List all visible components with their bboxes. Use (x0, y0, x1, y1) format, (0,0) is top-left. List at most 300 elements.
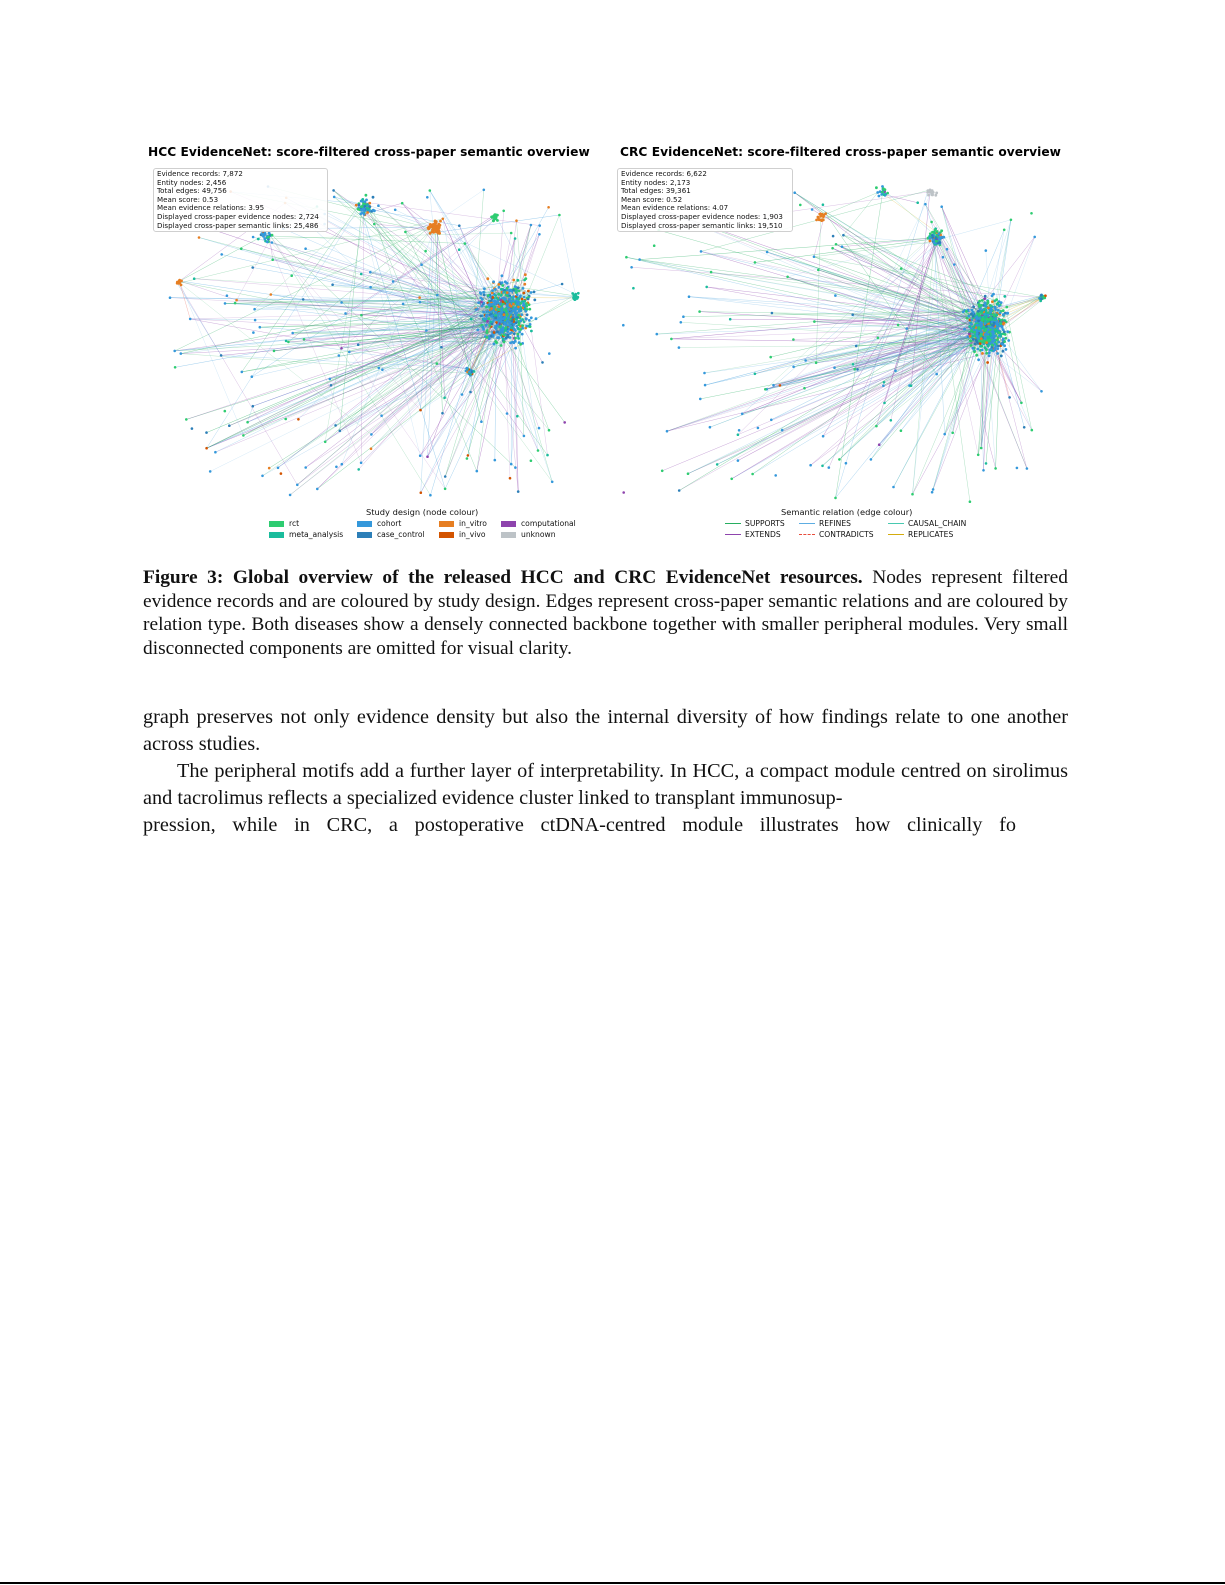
evidence-node (828, 466, 831, 469)
evidence-node (700, 250, 703, 253)
evidence-node (1040, 390, 1043, 393)
evidence-node (517, 490, 520, 493)
evidence-node (420, 263, 423, 266)
evidence-node (792, 338, 795, 341)
evidence-node (268, 232, 271, 235)
evidence-node (996, 320, 999, 323)
evidence-node (490, 307, 493, 310)
evidence-node (503, 305, 506, 308)
evidence-node (930, 193, 933, 196)
evidence-node (261, 475, 264, 478)
evidence-node (934, 229, 937, 232)
evidence-node (968, 333, 971, 336)
evidence-node (511, 319, 514, 322)
evidence-node (498, 316, 501, 319)
evidence-node (420, 491, 423, 494)
evidence-node (995, 298, 998, 301)
evidence-node (710, 271, 713, 274)
legend-label: computational (521, 519, 576, 528)
evidence-node (515, 219, 518, 222)
evidence-node (268, 467, 271, 470)
evidence-node (528, 308, 531, 311)
evidence-node (368, 202, 371, 205)
evidence-node (817, 269, 820, 272)
evidence-node (512, 295, 515, 298)
evidence-node (512, 279, 515, 282)
evidence-node (209, 470, 212, 473)
evidence-node (991, 300, 994, 303)
evidence-node (976, 332, 979, 335)
evidence-node (438, 230, 441, 233)
evidence-node (998, 325, 1001, 328)
evidence-node (996, 303, 999, 306)
evidence-node (804, 359, 807, 362)
evidence-node (514, 466, 517, 469)
evidence-node (1033, 236, 1036, 239)
evidence-node (518, 290, 521, 293)
stat-line: Mean score: 0.52 (621, 194, 683, 204)
evidence-node (254, 319, 257, 322)
evidence-node (512, 300, 515, 303)
stat-line: Entity nodes: 2,173 (621, 177, 691, 187)
evidence-node (638, 258, 641, 261)
evidence-node (977, 454, 980, 457)
evidence-node (357, 468, 360, 471)
evidence-node (981, 352, 984, 355)
evidence-node (466, 457, 469, 460)
evidence-node (577, 292, 580, 295)
evidence-node (442, 218, 445, 221)
evidence-node (819, 215, 822, 218)
evidence-node (1031, 429, 1034, 432)
evidence-node (931, 491, 934, 494)
evidence-node (513, 323, 516, 326)
evidence-node (813, 320, 816, 323)
evidence-node (841, 245, 844, 248)
evidence-node (1023, 426, 1026, 429)
evidence-node (524, 273, 527, 276)
evidence-node (978, 327, 981, 330)
evidence-node (521, 298, 524, 301)
evidence-node (178, 279, 181, 282)
evidence-node (521, 324, 524, 327)
evidence-node (1010, 219, 1013, 222)
evidence-node (883, 193, 886, 196)
evidence-node (510, 232, 513, 235)
evidence-node (480, 420, 483, 423)
evidence-node (997, 345, 1000, 348)
evidence-node (781, 429, 784, 432)
evidence-node (361, 198, 364, 201)
evidence-node (538, 427, 541, 430)
evidence-node (267, 236, 270, 239)
evidence-node (271, 234, 274, 237)
evidence-node (935, 373, 938, 376)
evidence-node (978, 317, 981, 320)
evidence-node (820, 219, 823, 222)
evidence-node (653, 244, 656, 247)
evidence-node (505, 300, 508, 303)
evidence-node (493, 331, 496, 334)
evidence-node (285, 340, 288, 343)
evidence-node (280, 472, 283, 475)
evidence-node (464, 242, 467, 245)
evidence-node (246, 421, 249, 424)
swatch (439, 532, 454, 538)
evidence-node (838, 458, 841, 461)
evidence-node (341, 463, 344, 466)
evidence-node (989, 304, 992, 307)
evidence-node (401, 202, 404, 205)
evidence-node (699, 398, 702, 401)
evidence-node (927, 190, 930, 193)
stat-line: Mean evidence relations: 3.95 (157, 203, 265, 213)
evidence-node (435, 230, 438, 233)
evidence-node (502, 210, 505, 213)
evidence-node (503, 313, 506, 316)
evidence-node (979, 345, 982, 348)
evidence-node (380, 414, 383, 417)
legend-label: CONTRADICTS (819, 530, 874, 539)
evidence-node (1002, 313, 1005, 316)
stat-line: Total edges: 39,361 (621, 186, 691, 196)
evidence-node (394, 209, 397, 212)
evidence-node (277, 467, 280, 470)
evidence-node (490, 335, 493, 338)
evidence-node (1004, 337, 1007, 340)
evidence-node (483, 189, 486, 192)
evidence-node (316, 488, 319, 491)
evidence-node (538, 233, 541, 236)
evidence-node (372, 196, 375, 199)
semantic-edge (710, 315, 1004, 427)
evidence-node (519, 343, 522, 346)
evidence-node (551, 481, 554, 484)
evidence-node (969, 500, 972, 503)
evidence-node (514, 347, 517, 350)
evidence-node (424, 250, 427, 253)
semantic-edge (268, 242, 361, 463)
evidence-node (331, 283, 334, 286)
evidence-node (521, 333, 524, 336)
evidence-node (441, 412, 444, 415)
evidence-node (344, 312, 347, 315)
evidence-node (813, 255, 816, 258)
semantic-edge (667, 333, 979, 431)
crc-stats-box (617, 168, 793, 232)
evidence-node (491, 323, 494, 326)
evidence-node (994, 346, 997, 349)
evidence-node (751, 473, 754, 476)
semantic-edge (821, 193, 878, 217)
swatch (439, 521, 454, 527)
evidence-node (971, 309, 974, 312)
evidence-node (792, 366, 795, 369)
evidence-node (494, 217, 497, 220)
evidence-node (698, 310, 701, 313)
edge-legend-title: Semantic relation (edge colour) (781, 507, 913, 517)
evidence-node (524, 277, 527, 280)
evidence-node (482, 291, 485, 294)
evidence-node (440, 346, 443, 349)
evidence-node (488, 338, 491, 341)
evidence-node (486, 331, 489, 334)
swatch (357, 532, 372, 538)
evidence-node (979, 342, 982, 345)
evidence-node (1003, 229, 1006, 232)
evidence-node (832, 235, 835, 238)
evidence-node (516, 415, 519, 418)
evidence-node (497, 293, 500, 296)
evidence-node (823, 214, 826, 217)
swatch (269, 532, 284, 538)
evidence-node (377, 204, 380, 207)
evidence-node (495, 297, 498, 300)
evidence-node (494, 294, 497, 297)
evidence-node (497, 283, 500, 286)
evidence-node (793, 191, 796, 194)
evidence-node (993, 322, 996, 325)
evidence-node (224, 410, 227, 413)
evidence-node (499, 303, 502, 306)
evidence-node (503, 334, 506, 337)
evidence-node (1003, 340, 1006, 343)
evidence-node (1002, 350, 1005, 353)
evidence-node (754, 261, 757, 264)
evidence-node (491, 303, 494, 306)
evidence-node (330, 384, 333, 387)
evidence-node (987, 345, 990, 348)
evidence-node (977, 310, 980, 313)
evidence-node (491, 289, 494, 292)
evidence-node (911, 493, 914, 496)
evidence-node (980, 337, 983, 340)
evidence-node (886, 192, 889, 195)
evidence-node (985, 352, 988, 355)
evidence-node (335, 466, 338, 469)
caption-title: Global overview of the released HCC and CRC EvidenceNet resources. (232, 567, 863, 588)
hcc-panel-title: HCC EvidenceNet: score-filtered cross-paper semantic overview (148, 145, 590, 159)
semantic-edge (498, 323, 552, 482)
evidence-node (483, 317, 486, 320)
evidence-node (502, 326, 505, 329)
evidence-node (519, 294, 522, 297)
evidence-node (490, 315, 493, 318)
evidence-node (870, 458, 873, 461)
evidence-node (972, 305, 975, 308)
legend-label: rct (289, 519, 300, 528)
semantic-edge (207, 303, 498, 449)
line-swatch (725, 534, 741, 535)
evidence-node (511, 316, 514, 319)
evidence-node (302, 298, 305, 301)
evidence-node (242, 434, 245, 437)
evidence-node (831, 247, 834, 250)
evidence-node (510, 327, 513, 330)
evidence-node (558, 214, 561, 217)
evidence-node (666, 430, 669, 433)
evidence-node (821, 465, 824, 468)
evidence-node (572, 294, 575, 297)
line-swatch (725, 523, 741, 524)
caption-label: Figure 3: (143, 567, 224, 588)
evidence-node (436, 362, 439, 365)
evidence-node (439, 220, 442, 223)
legend-label: unknown (521, 530, 556, 539)
evidence-node (297, 418, 300, 421)
evidence-node (481, 307, 484, 310)
body-paragraph: graph preserves not only evidence density but also the internal diversity of how findings relate to one another across studies. (143, 706, 1068, 755)
evidence-node (730, 478, 733, 481)
evidence-node (981, 349, 984, 352)
evidence-node (983, 327, 986, 330)
evidence-node (517, 337, 520, 340)
evidence-node (938, 232, 941, 235)
evidence-node (360, 462, 363, 465)
evidence-node (522, 292, 525, 295)
evidence-node (363, 200, 366, 203)
evidence-node (495, 312, 498, 315)
evidence-node (525, 305, 528, 308)
evidence-node (205, 431, 208, 434)
evidence-node (992, 332, 995, 335)
evidence-node (680, 321, 683, 324)
evidence-node (935, 237, 938, 240)
evidence-node (1007, 339, 1010, 342)
evidence-node (535, 317, 538, 320)
evidence-node (998, 331, 1001, 334)
evidence-node (1008, 396, 1011, 399)
legend-label: cohort (377, 519, 402, 528)
evidence-node (514, 340, 517, 343)
evidence-node (1006, 312, 1009, 315)
evidence-node (434, 223, 437, 226)
evidence-node (530, 459, 533, 462)
evidence-node (508, 312, 511, 315)
evidence-node (475, 308, 478, 311)
evidence-node (363, 207, 366, 210)
evidence-node (934, 194, 937, 197)
evidence-node (892, 486, 895, 489)
evidence-node (932, 488, 935, 491)
evidence-node (498, 286, 501, 289)
evidence-node (367, 208, 370, 211)
evidence-node (985, 341, 988, 344)
evidence-node (508, 289, 511, 292)
evidence-node (992, 293, 995, 296)
evidence-node (771, 312, 774, 315)
evidence-node (975, 354, 978, 357)
evidence-node (942, 256, 945, 259)
evidence-node (972, 315, 975, 318)
evidence-node (262, 233, 265, 236)
evidence-node (487, 317, 490, 320)
evidence-node (517, 333, 520, 336)
evidence-node (1004, 333, 1007, 336)
evidence-node (900, 267, 903, 270)
evidence-node (485, 324, 488, 327)
evidence-node (358, 204, 361, 207)
swatch (269, 521, 284, 527)
evidence-node (989, 317, 992, 320)
semantic-edge (738, 337, 971, 460)
evidence-node (530, 224, 533, 227)
evidence-node (523, 296, 526, 299)
evidence-node (363, 205, 366, 208)
evidence-node (984, 336, 987, 339)
evidence-node (191, 427, 194, 430)
evidence-node (970, 344, 973, 347)
evidence-node (444, 475, 447, 478)
evidence-node (234, 302, 237, 305)
evidence-node (486, 336, 489, 339)
evidence-node (996, 339, 999, 342)
evidence-node (972, 338, 975, 341)
evidence-node (670, 338, 673, 341)
evidence-node (1002, 309, 1005, 312)
evidence-node (304, 466, 307, 469)
semantic-edge (180, 281, 237, 300)
semantic-edge (632, 267, 1045, 298)
evidence-node (496, 300, 499, 303)
evidence-node (656, 333, 659, 336)
evidence-node (688, 295, 691, 298)
page-bottom-rule (0, 1582, 1225, 1584)
evidence-node (575, 296, 578, 299)
evidence-node (845, 462, 848, 465)
crc-panel-title: CRC EvidenceNet: score-filtered cross-paper semantic overview (620, 145, 1061, 159)
evidence-node (822, 435, 825, 438)
evidence-node (935, 240, 938, 243)
evidence-node (483, 294, 486, 297)
evidence-node (980, 447, 983, 450)
evidence-node (982, 469, 985, 472)
evidence-node (963, 328, 966, 331)
evidence-node (505, 324, 508, 327)
evidence-node (987, 307, 990, 310)
hcc-stats-box (153, 168, 328, 232)
evidence-node (500, 308, 503, 311)
evidence-node (876, 191, 879, 194)
evidence-node (506, 313, 509, 316)
evidence-node (972, 335, 975, 338)
evidence-node (443, 396, 446, 399)
evidence-node (503, 322, 506, 325)
evidence-node (931, 236, 934, 239)
evidence-node (737, 459, 740, 462)
evidence-node (897, 324, 900, 327)
evidence-node (404, 231, 407, 234)
evidence-node (504, 280, 507, 283)
evidence-node (770, 419, 773, 422)
evidence-node (929, 240, 932, 243)
stat-line: Mean evidence relations: 4.07 (621, 203, 729, 213)
evidence-node (986, 318, 989, 321)
evidence-node (498, 312, 501, 315)
evidence-node (257, 238, 260, 241)
evidence-node (491, 296, 494, 299)
evidence-node (894, 369, 897, 372)
evidence-node (502, 300, 505, 303)
evidence-node (520, 313, 523, 316)
evidence-node (970, 323, 973, 326)
evidence-node (1003, 295, 1006, 298)
evidence-node (563, 421, 566, 424)
evidence-node (369, 286, 372, 289)
evidence-node (986, 361, 989, 364)
evidence-node (985, 462, 988, 465)
evidence-node (622, 491, 625, 494)
